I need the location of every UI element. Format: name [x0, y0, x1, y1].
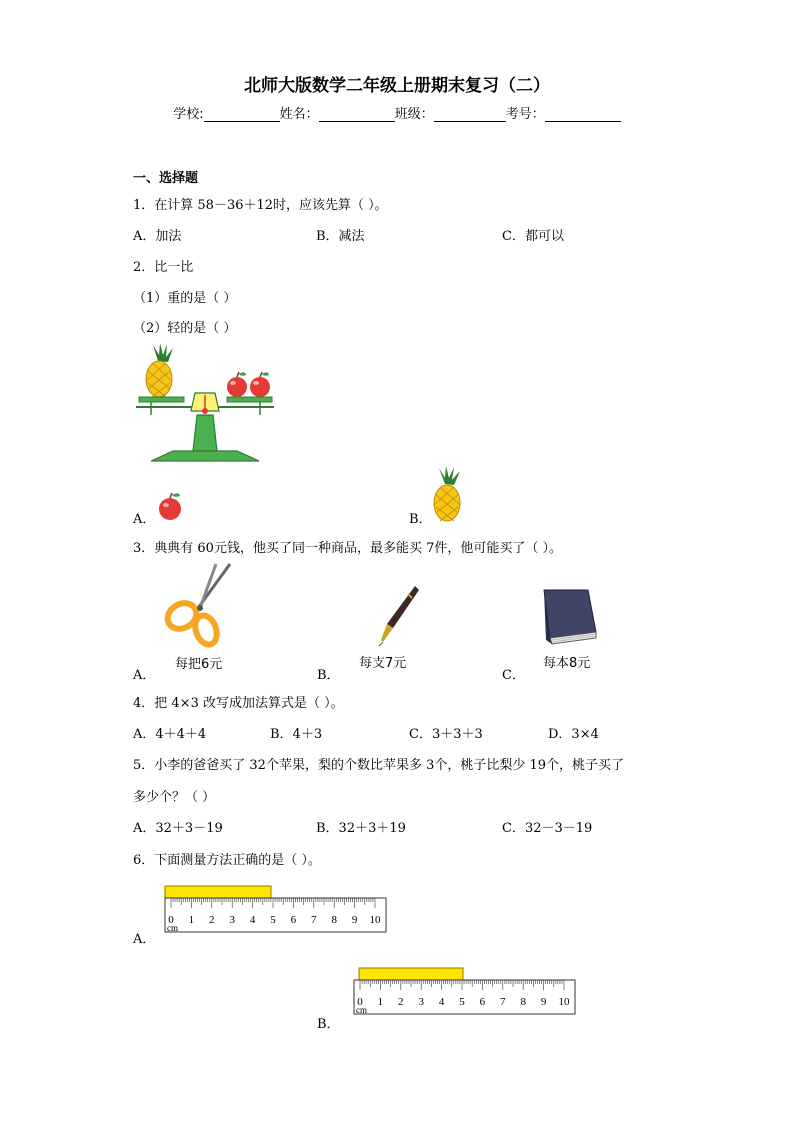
- ruler-number: 2: [398, 996, 404, 1008]
- number-label: 考号：: [505, 107, 545, 122]
- question-4-option-d[interactable]: D．3×4: [548, 727, 599, 742]
- ruler-number: 2: [209, 914, 215, 926]
- ruler-number: 4: [249, 914, 256, 926]
- question-5-option-a[interactable]: A．32＋3－19: [133, 821, 223, 836]
- question-4-option-b[interactable]: B．4＋3: [270, 727, 323, 742]
- number-blank[interactable]: [545, 109, 621, 122]
- question-6-option-a[interactable]: A．: [133, 932, 156, 947]
- balance-scale-image: [133, 343, 278, 465]
- ruler-number: 9: [540, 996, 547, 1008]
- question-3-option-a[interactable]: A．: [133, 668, 156, 683]
- ruler-number: 7: [500, 996, 506, 1008]
- question-5-option-b[interactable]: B．32＋3＋19: [316, 821, 406, 836]
- measured-bar: [165, 886, 271, 898]
- question-4-option-a[interactable]: A．4＋4＋4: [133, 727, 207, 742]
- question-2-option-b[interactable]: B．: [409, 512, 432, 527]
- ruler-number: 6: [479, 996, 486, 1008]
- question-3-stem: 3．典典有 60元钱，他买了同一种商品，最多能买 7件，他可能买了（ ）。: [133, 541, 562, 556]
- question-4-option-c[interactable]: C．3＋3＋3: [409, 727, 483, 742]
- question-5-option-c[interactable]: C．32－3－19: [502, 821, 593, 836]
- pineapple-icon: [430, 466, 464, 522]
- page-title: 北师大版数学二年级上册期末复习（二）: [244, 76, 550, 96]
- school-label: 学校:: [173, 107, 204, 122]
- ruler-number: 6: [290, 914, 297, 926]
- question-1-option-a[interactable]: A．加法: [133, 229, 182, 244]
- question-2-sub1: （1）重的是（ ）: [133, 291, 237, 306]
- book-icon: [538, 588, 600, 646]
- name-blank[interactable]: [319, 109, 395, 122]
- caption-pen-price: 每支7元: [359, 656, 407, 671]
- ruler-number: 3: [418, 996, 424, 1008]
- ruler-number: 10: [558, 996, 570, 1008]
- question-6-stem: 6．下面测量方法正确的是（ ）。: [133, 853, 321, 868]
- question-1-option-c[interactable]: C．都可以: [502, 229, 564, 244]
- question-2-stem: 2．比一比: [133, 260, 194, 275]
- question-1-stem: 1．在计算 58－36＋12时，应该先算（ ）。: [133, 198, 388, 213]
- caption-scissors-price: 每把6元: [175, 657, 223, 672]
- ruler-number: 8: [520, 996, 526, 1008]
- class-label: 班级：: [394, 107, 434, 122]
- ruler-number: 9: [351, 914, 358, 926]
- question-5-stem-line1: 5．小李的爸爸买了 32个苹果，梨的个数比苹果多 3个，桃子比梨少 19个，桃子买了: [133, 758, 625, 773]
- class-blank[interactable]: [434, 109, 506, 122]
- fountain-pen-icon: [375, 584, 421, 646]
- question-1-option-b[interactable]: B．减法: [316, 229, 365, 244]
- question-3-option-b[interactable]: B．: [317, 668, 340, 683]
- name-label: 姓名：: [279, 107, 319, 122]
- ruler-number: 0: [168, 914, 174, 926]
- apple-icon: [155, 492, 185, 522]
- apple-icon: [227, 372, 247, 397]
- ruler-figure-a: [163, 884, 389, 936]
- question-6-option-b[interactable]: B．: [317, 1017, 340, 1032]
- ruler-number: 1: [188, 914, 195, 926]
- caption-book-price: 每本8元: [543, 656, 591, 671]
- ruler-number: 8: [331, 914, 337, 926]
- pineapple-icon: [146, 343, 173, 397]
- ruler-number: 5: [270, 914, 276, 926]
- ruler-number: 1: [377, 996, 384, 1008]
- question-5-stem-line2: 多少个？（ ）: [133, 790, 216, 805]
- student-info-line: [0, 103, 794, 122]
- section-heading: 一、选择题: [133, 171, 199, 186]
- ruler-number: 5: [459, 996, 465, 1008]
- ruler-number: 3: [229, 914, 235, 926]
- scissors-icon: [160, 562, 238, 648]
- ruler-unit: cm: [167, 923, 178, 933]
- ruler-number: 4: [438, 996, 445, 1008]
- question-3-option-c[interactable]: C．: [502, 668, 525, 683]
- question-4-stem: 4．把 4×3 改写成加法算式是（ ）。: [133, 696, 344, 711]
- question-2-sub2: （2）轻的是（ ）: [133, 321, 237, 336]
- ruler-number: 7: [311, 914, 317, 926]
- ruler-unit: cm: [356, 1005, 367, 1015]
- measured-bar: [359, 968, 463, 980]
- school-blank[interactable]: [204, 109, 280, 122]
- ruler-number: 10: [369, 914, 381, 926]
- apple-icon: [250, 372, 270, 397]
- ruler-number: 0: [357, 996, 363, 1008]
- ruler-figure-b: [352, 966, 578, 1018]
- question-2-option-a[interactable]: A．: [133, 512, 156, 527]
